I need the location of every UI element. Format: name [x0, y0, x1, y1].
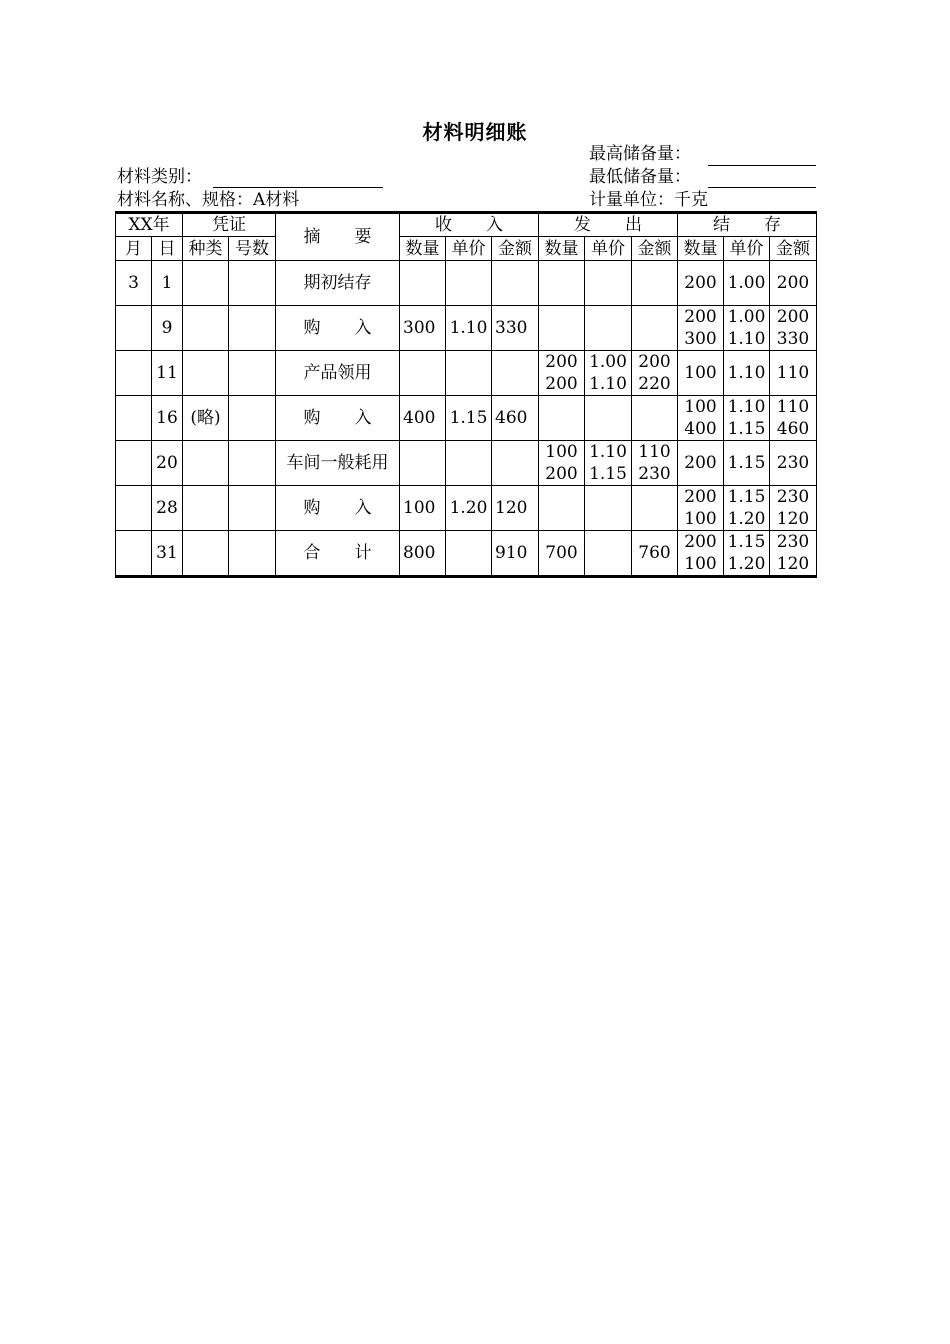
month-cell	[116, 396, 152, 441]
voucher-group-header: 凭证	[183, 213, 276, 237]
in-qty-header: 数量	[400, 237, 446, 261]
in-amount-cell	[492, 531, 539, 577]
out-amount-cell	[632, 441, 678, 486]
day-cell-line: 16	[156, 408, 178, 428]
day-cell	[152, 486, 183, 531]
name-spec-value: A材料	[253, 190, 300, 210]
out-price-cell-line: 1.00	[589, 352, 627, 372]
in-price-cell-line: 1.20	[449, 498, 488, 518]
in-price-cell	[446, 261, 492, 306]
table-row	[116, 306, 817, 351]
table-row	[116, 441, 817, 486]
unit-label: 计量单位：	[589, 190, 674, 210]
out-price-cell	[585, 261, 632, 306]
bal-qty-cell	[678, 486, 724, 531]
bal-amount-cell-line: 230	[776, 487, 810, 507]
day-cell-line: 9	[161, 318, 173, 338]
name-spec-label: 材料名称、规格：	[117, 190, 253, 210]
day-cell	[152, 441, 183, 486]
in-amount-cell-line: 910	[495, 543, 528, 563]
out-amount-cell	[632, 486, 678, 531]
bal-price-cell-line: 1.00	[727, 307, 766, 327]
bal-amount-cell	[770, 306, 817, 351]
ledger-table	[115, 211, 817, 578]
day-cell-line: 11	[156, 363, 178, 383]
in-qty-cell	[400, 261, 446, 306]
day-cell	[152, 531, 183, 577]
ledger-body	[116, 261, 817, 577]
out-price-header: 单价	[585, 237, 632, 261]
in-amount-cell	[492, 396, 539, 441]
out-amount-cell	[632, 261, 678, 306]
in-qty-cell	[400, 486, 446, 531]
voucher-no-cell	[229, 531, 276, 577]
max-reserve-field	[708, 165, 816, 166]
category-label: 材料类别：	[117, 167, 202, 187]
voucher-no-cell	[229, 441, 276, 486]
in-price-cell-line: 1.15	[449, 408, 488, 428]
bal-amount-cell-line: 120	[776, 554, 810, 574]
out-amount-cell	[632, 396, 678, 441]
bal-price-cell-line: 1.20	[727, 554, 766, 574]
bal-price-cell-line: 1.20	[727, 509, 766, 529]
in-price-cell-line: 1.10	[449, 318, 488, 338]
out-amount-cell	[632, 531, 678, 577]
out-amount-cell-line: 760	[638, 543, 671, 563]
bal-price-header: 单价	[724, 237, 770, 261]
bal-qty-cell-line: 200	[684, 487, 717, 507]
in-amount-cell	[492, 441, 539, 486]
bal-price-cell	[724, 306, 770, 351]
out-amount-cell-line: 230	[638, 464, 671, 484]
in-amount-cell-line: 330	[495, 318, 528, 338]
bal-price-cell-line: 1.15	[727, 453, 766, 473]
bal-qty-cell-line: 200	[684, 532, 717, 552]
in-qty-cell-line: 100	[403, 498, 436, 518]
in-qty-cell	[400, 396, 446, 441]
out-qty-cell	[539, 486, 585, 531]
in-amount-cell	[492, 261, 539, 306]
out-price-cell	[585, 351, 632, 396]
in-price-header: 单价	[446, 237, 492, 261]
month-cell-line: 3	[128, 273, 139, 293]
bal-price-cell-line: 1.00	[727, 273, 766, 293]
out-qty-cell	[539, 261, 585, 306]
out-amount-cell-line: 200	[638, 352, 671, 372]
bal-amount-cell-line: 120	[776, 509, 810, 529]
day-cell	[152, 261, 183, 306]
out-price-cell-line: 1.15	[589, 464, 627, 484]
in-amount-cell-line: 120	[495, 498, 528, 518]
in-qty-cell	[400, 306, 446, 351]
month-cell	[116, 306, 152, 351]
summary-cell	[276, 351, 400, 396]
in-qty-cell-line: 400	[403, 408, 436, 428]
min-reserve-label: 最低储备量：	[589, 167, 691, 187]
year-group-header: XX年	[116, 213, 183, 237]
in-price-cell	[446, 306, 492, 351]
bal-price-cell	[724, 441, 770, 486]
bal-amount-cell-line: 230	[776, 453, 810, 473]
table-row	[116, 486, 817, 531]
out-amount-cell-line: 110	[638, 442, 671, 462]
summary-cell	[276, 396, 400, 441]
bal-price-cell-line: 1.10	[727, 397, 766, 417]
voucher-no-header: 号数	[229, 237, 276, 261]
in-amount-cell	[492, 351, 539, 396]
bal-qty-cell-line: 200	[684, 307, 717, 327]
header-row-2	[116, 237, 817, 261]
bal-amount-cell-line: 200	[776, 307, 810, 327]
voucher-no-cell	[229, 351, 276, 396]
bal-qty-cell	[678, 531, 724, 577]
bal-qty-cell-line: 200	[684, 453, 717, 473]
out-price-cell-line: 1.10	[589, 374, 627, 394]
min-reserve-field	[708, 187, 816, 188]
summary-cell	[276, 261, 400, 306]
out-qty-cell	[539, 396, 585, 441]
header-row-1	[116, 213, 817, 237]
bal-qty-cell-line: 100	[684, 363, 717, 383]
in-qty-cell-line: 800	[403, 543, 436, 563]
month-cell	[116, 261, 152, 306]
bal-qty-cell-line: 100	[684, 509, 717, 529]
in-qty-cell	[400, 351, 446, 396]
out-amount-cell	[632, 306, 678, 351]
day-cell-line: 1	[161, 273, 173, 293]
summary-cell	[276, 531, 400, 577]
out-qty-cell	[539, 441, 585, 486]
category-field	[213, 187, 383, 188]
day-cell-line: 20	[156, 453, 178, 473]
in-price-cell	[446, 486, 492, 531]
in-price-cell	[446, 396, 492, 441]
in-qty-cell-line: 300	[403, 318, 436, 338]
in-amount-cell-line: 460	[495, 408, 528, 428]
in-amount-cell	[492, 306, 539, 351]
bal-price-cell	[724, 351, 770, 396]
out-amount-cell-line: 220	[638, 374, 671, 394]
unit-value: 千克	[674, 190, 708, 210]
bal-price-cell-line: 1.15	[727, 419, 766, 439]
summary-cell-line: 车间一般耗用	[286, 453, 389, 473]
bal-price-cell	[724, 531, 770, 577]
month-cell	[116, 531, 152, 577]
out-qty-cell-line: 200	[545, 352, 578, 372]
out-qty-cell-line: 700	[545, 543, 578, 563]
month-cell	[116, 486, 152, 531]
out-price-cell	[585, 441, 632, 486]
out-qty-cell-line: 200	[545, 374, 578, 394]
out-price-cell	[585, 486, 632, 531]
bal-qty-cell	[678, 441, 724, 486]
bal-qty-cell	[678, 261, 724, 306]
bal-qty-cell-line: 400	[684, 419, 717, 439]
bal-price-cell	[724, 396, 770, 441]
voucher-no-cell	[229, 306, 276, 351]
in-price-cell	[446, 351, 492, 396]
voucher-type-cell	[183, 261, 229, 306]
month-cell	[116, 351, 152, 396]
month-cell	[116, 441, 152, 486]
ledger-title: 材料明细账	[422, 120, 528, 144]
summary-cell-line: 购 入	[303, 498, 372, 518]
bal-qty-cell-line: 100	[684, 554, 717, 574]
bal-amount-cell	[770, 261, 817, 306]
day-cell-line: 28	[156, 498, 178, 518]
voucher-type-cell	[183, 531, 229, 577]
summary-cell-line: 购 入	[303, 318, 372, 338]
bal-qty-cell	[678, 351, 724, 396]
bal-qty-cell-line: 100	[684, 397, 717, 417]
out-qty-cell	[539, 351, 585, 396]
voucher-no-cell	[229, 486, 276, 531]
bal-amount-cell	[770, 441, 817, 486]
unit-line	[589, 189, 708, 211]
bal-amount-header: 金额	[770, 237, 817, 261]
table-row	[116, 351, 817, 396]
in-qty-cell	[400, 441, 446, 486]
out-price-cell-line: 1.10	[589, 442, 627, 462]
in-amount-cell	[492, 486, 539, 531]
bal-qty-cell-line: 200	[684, 273, 717, 293]
in-qty-cell	[400, 531, 446, 577]
day-header: 日	[152, 237, 183, 261]
bal-amount-cell	[770, 351, 817, 396]
bal-qty-cell	[678, 306, 724, 351]
voucher-type-header: 种类	[183, 237, 229, 261]
bal-amount-cell	[770, 486, 817, 531]
out-amount-header: 金额	[632, 237, 678, 261]
bal-amount-cell-line: 110	[776, 363, 810, 383]
max-reserve-label: 最高储备量：	[589, 144, 691, 164]
voucher-no-cell	[229, 261, 276, 306]
table-row	[116, 396, 817, 441]
bal-qty-cell-line: 300	[684, 329, 717, 349]
out-qty-cell	[539, 531, 585, 577]
out-amount-cell	[632, 351, 678, 396]
summary-cell	[276, 441, 400, 486]
bal-amount-cell	[770, 396, 817, 441]
summary-cell	[276, 306, 400, 351]
day-cell	[152, 306, 183, 351]
out-price-cell	[585, 531, 632, 577]
bal-price-cell-line: 1.10	[727, 329, 766, 349]
in-price-cell	[446, 441, 492, 486]
bal-price-cell-line: 1.15	[727, 532, 766, 552]
month-header: 月	[116, 237, 152, 261]
summary-cell-line: 合 计	[303, 543, 372, 563]
bal-amount-cell-line: 110	[776, 397, 810, 417]
summary-cell	[276, 486, 400, 531]
bal-amount-cell-line: 330	[776, 329, 810, 349]
out-qty-cell	[539, 306, 585, 351]
voucher-no-cell	[229, 396, 276, 441]
receipt-group-header: 收 入	[400, 213, 539, 237]
bal-amount-cell-line: 200	[776, 273, 810, 293]
table-row	[116, 261, 817, 306]
out-price-cell	[585, 306, 632, 351]
out-price-cell	[585, 396, 632, 441]
name-spec-line	[117, 189, 299, 211]
day-cell	[152, 396, 183, 441]
day-cell	[152, 351, 183, 396]
voucher-type-cell	[183, 306, 229, 351]
voucher-type-cell	[183, 351, 229, 396]
voucher-type-cell-line: (略)	[190, 408, 221, 428]
voucher-type-cell	[183, 486, 229, 531]
bal-qty-header: 数量	[678, 237, 724, 261]
day-cell-line: 31	[156, 543, 178, 563]
bal-price-cell-line: 1.10	[727, 363, 766, 383]
voucher-type-cell	[183, 441, 229, 486]
summary-header: 摘 要	[276, 213, 400, 261]
voucher-type-cell	[183, 396, 229, 441]
summary-cell-line: 期初结存	[303, 273, 372, 293]
bal-price-cell-line: 1.15	[727, 487, 766, 507]
summary-cell-line: 购 入	[303, 408, 372, 428]
bal-qty-cell	[678, 396, 724, 441]
bal-price-cell	[724, 261, 770, 306]
table-row	[116, 531, 817, 577]
bal-amount-cell-line: 230	[776, 532, 810, 552]
issue-group-header: 发 出	[539, 213, 678, 237]
out-qty-header: 数量	[539, 237, 585, 261]
balance-group-header: 结 存	[678, 213, 817, 237]
out-qty-cell-line: 200	[545, 464, 578, 484]
in-amount-header: 金额	[492, 237, 539, 261]
in-price-cell	[446, 531, 492, 577]
bal-price-cell	[724, 486, 770, 531]
bal-amount-cell-line: 460	[776, 419, 810, 439]
summary-cell-line: 产品领用	[303, 363, 372, 383]
out-qty-cell-line: 100	[545, 442, 578, 462]
bal-amount-cell	[770, 531, 817, 577]
